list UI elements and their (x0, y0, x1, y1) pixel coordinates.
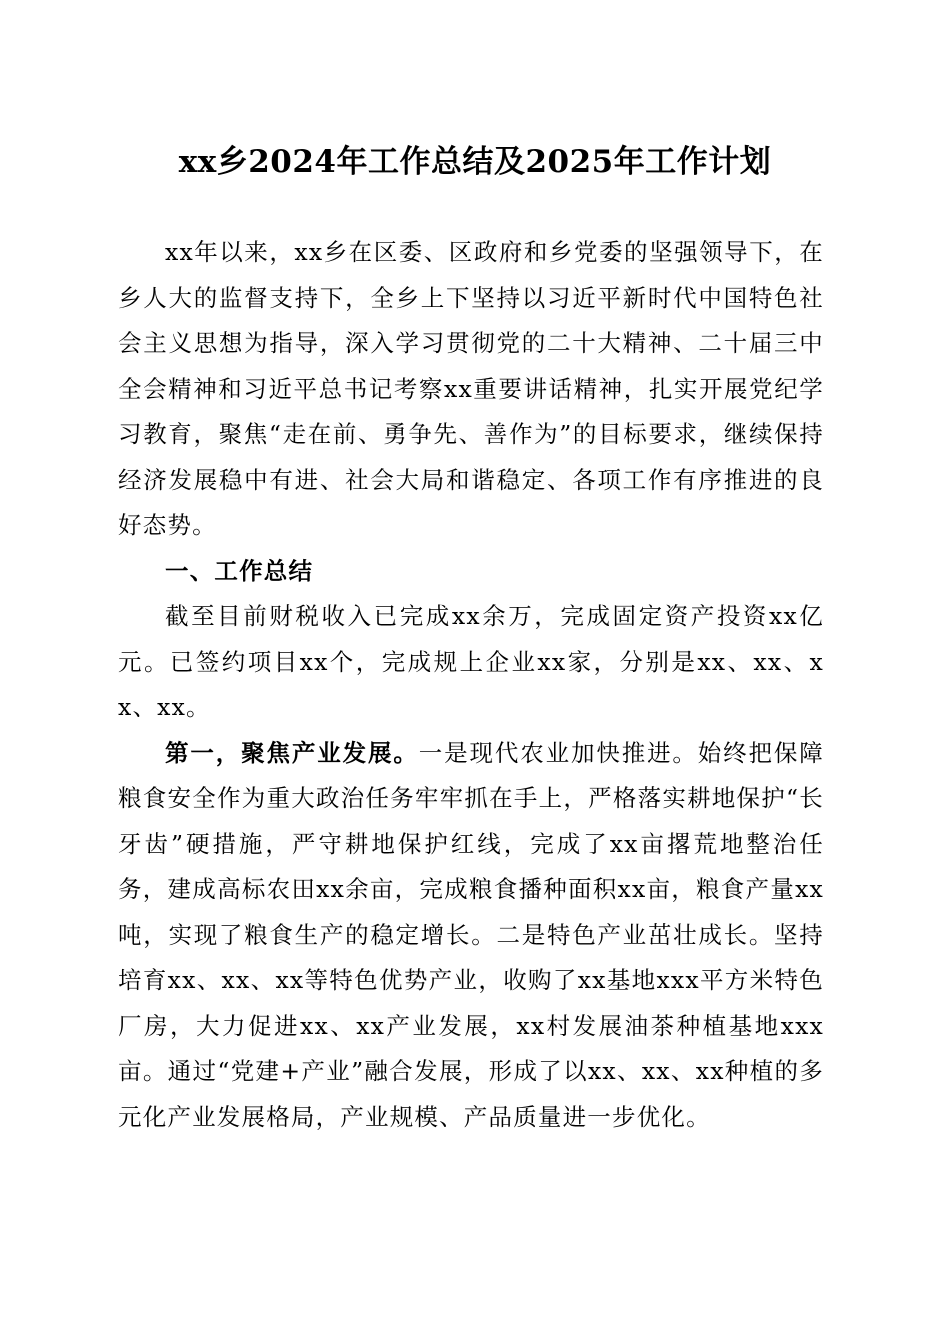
summary-paragraph: 截至目前财税收入已完成xx余万，完成固定资产投资xx亿元。已签约项目xx个，完成规上企业xx家，分别是xx、xx、xx、xx。 (118, 602, 824, 721)
section-heading: 一、工作总结 (165, 556, 314, 585)
paragraph-body: 一是现代农业加快推进。始终把保障粮食安全作为重大政治任务牢牢抓在手上，严格落实耕地保护“长牙齿”硬措施，严守耕地保护红线，完成了xx亩撂荒地整治任务，建成高标农田xx余亩，完成粮食播种面积xx亩，粮食产量xx吨，实现了粮食生产的稳定增长。二是特色产业茁壮成长。坚持培育xx、xx、xx等特色优势产业，收购了xx基地xxx平方米特色厂房，大力促进xx、xx产业发展，xx村发展油茶种植基地xxx亩。通过“党建+产业”融合发展，形成了以xx、xx、xx种植的多元化产业发展格局，产业规模、产品质量进一步优化。 (118, 738, 824, 1131)
document-title: xx乡2024年工作总结及2025年工作计划 (178, 144, 772, 180)
paragraph-lead: 第一，聚焦产业发展。 (165, 738, 419, 767)
industry-paragraph (118, 731, 824, 1141)
intro-paragraph: xx年以来，xx乡在区委、区政府和乡党委的坚强领导下，在乡人大的监督支持下，全乡上下坚持以习近平新时代中国特色社会主义思想为指导，深入学习贯彻党的二十大精神、二十届三中全会精神和习近平总书记考察xx重要讲话精神，扎实开展党纪学习教育，聚焦“走在前、勇争先、善作为”的目标要求，继续保持经济发展稳中有进、社会大局和谐稳定、各项工作有序推进的良好态势。 (118, 238, 824, 539)
document-body (118, 230, 824, 1140)
